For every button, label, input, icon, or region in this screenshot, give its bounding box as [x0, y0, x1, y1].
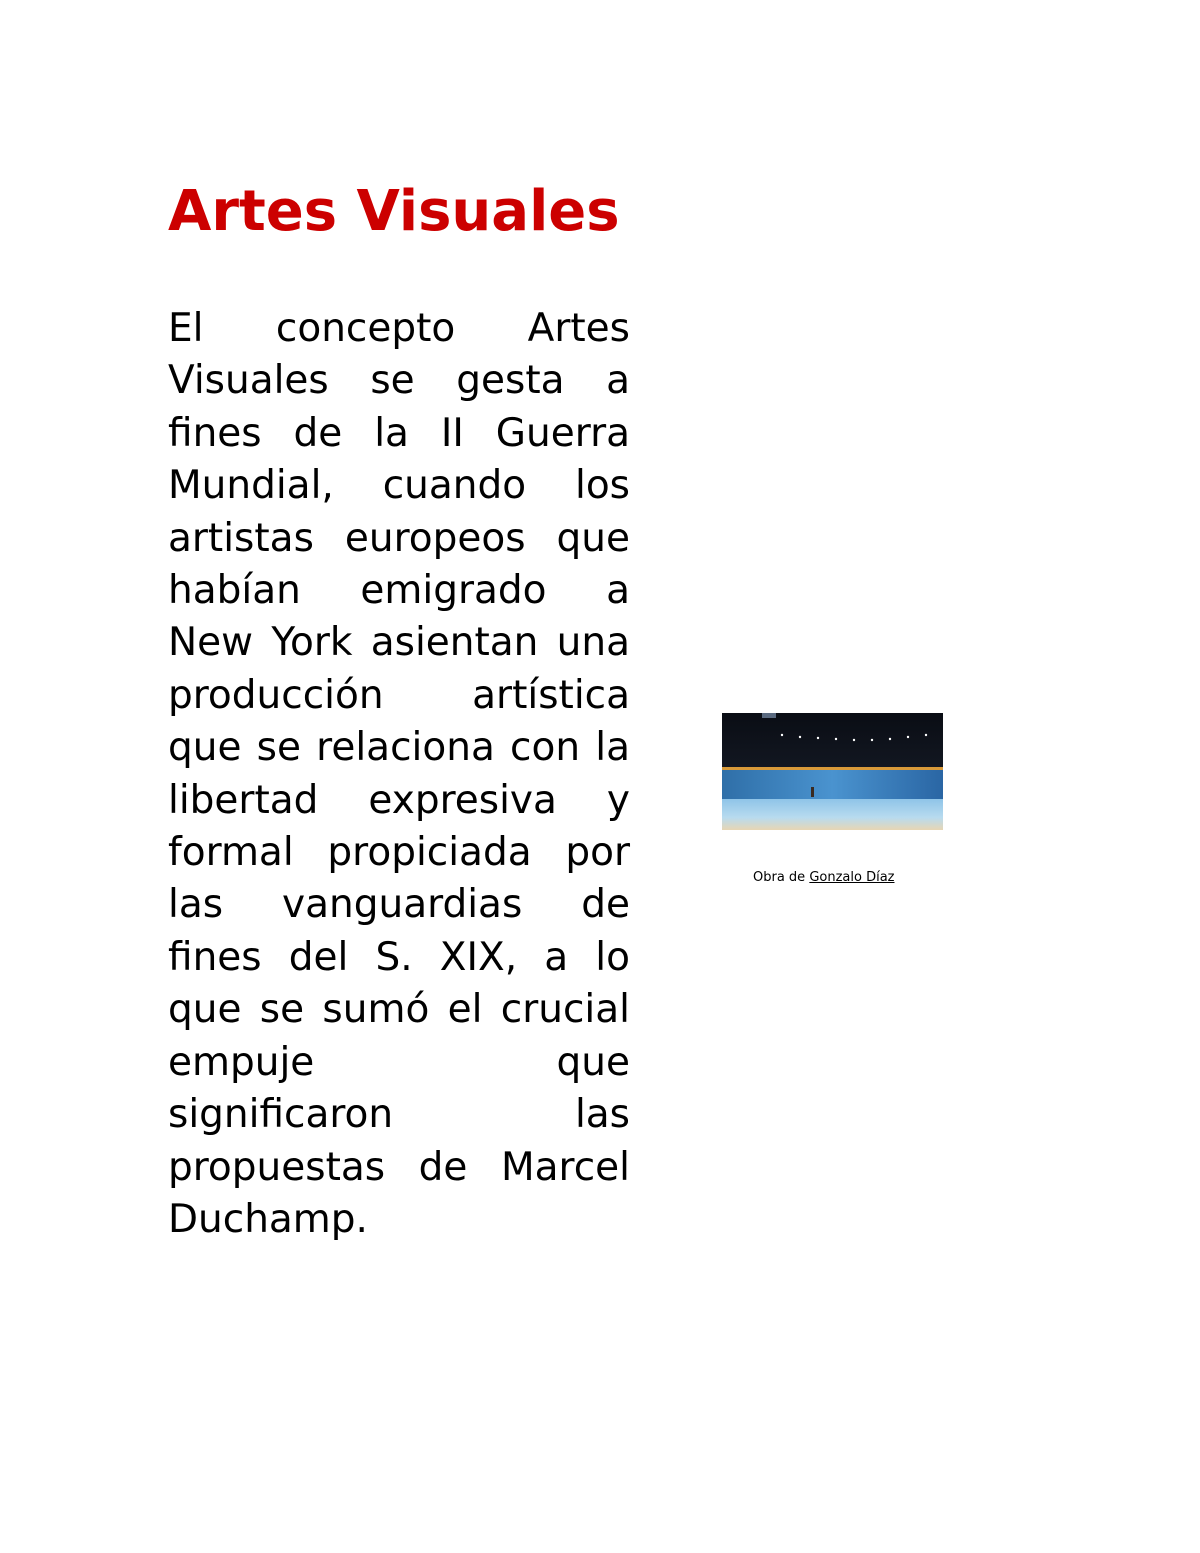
article-body: El concepto Artes Visuales se gesta a fines de la II Guerra Mundial, cuando los artistas europeos que habían emigrado a New York asientan una producción artística que se relaciona con la libertad expresiva y formal propiciada por las vanguardias de fines del S. XIX, a lo que se sumó el crucial empuje que significaron las propuestas de Marcel Duchamp. — [168, 306, 630, 1242]
artwork-caption — [722, 870, 1003, 886]
caption-prefix: Obra de — [753, 870, 806, 885]
page-title: Artes Visuales — [168, 179, 620, 244]
artist-link[interactable]: Gonzalo Díaz — [809, 870, 895, 885]
artwork-figure — [722, 713, 943, 885]
artwork-photo — [722, 713, 943, 830]
